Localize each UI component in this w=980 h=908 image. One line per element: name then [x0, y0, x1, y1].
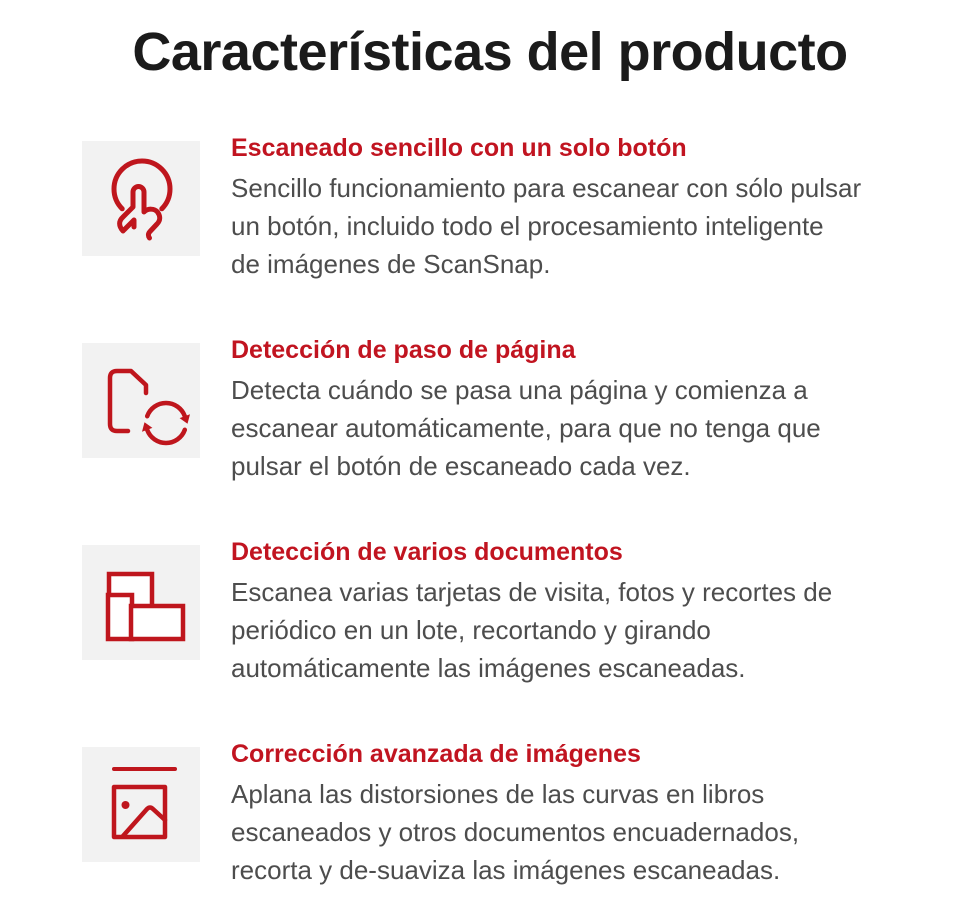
feature-description-line: Aplana las distorsiones de las curvas en libros [231, 779, 765, 809]
feature-heading: Detección de varios documentos [231, 538, 623, 566]
feature-description-line: Escanea varias tarjetas de visita, fotos y recortes de [231, 577, 833, 607]
feature-description-line: automáticamente las imágenes escaneadas. [231, 653, 746, 683]
feature-text-block [231, 537, 832, 687]
icon-box [82, 141, 200, 256]
multi-document-detection-icon [82, 545, 200, 660]
icon-box [82, 343, 200, 458]
feature-description-line: recorta y de-suaviza las imágenes escaneadas. [231, 855, 781, 885]
feature-item-image-correction [0, 739, 980, 889]
feature-description-line: escaneados y otros documentos encuadernados, [231, 817, 800, 847]
feature-heading: Corrección avanzada de imágenes [231, 740, 641, 768]
icon-box [82, 545, 200, 660]
feature-heading: Escaneado sencillo con un solo botón [231, 134, 687, 162]
feature-description-line: pulsar el botón de escaneado cada vez. [231, 451, 691, 481]
feature-description-line: Detecta cuándo se pasa una página y comienza a [231, 375, 808, 405]
feature-text-block [231, 739, 799, 889]
feature-item-multi-document [0, 537, 980, 687]
feature-description-line: escanear automáticamente, para que no tenga que [231, 413, 821, 443]
page-title: Características del producto [132, 22, 848, 82]
image-correction-icon [82, 747, 200, 862]
feature-text-block [231, 335, 821, 485]
feature-list [0, 133, 980, 889]
feature-description-line: de imágenes de ScanSnap. [231, 249, 551, 279]
feature-text-block [231, 133, 861, 283]
icon-box [82, 747, 200, 862]
feature-item-one-touch [0, 133, 980, 283]
feature-heading: Detección de paso de página [231, 336, 576, 364]
feature-description-line: periódico en un lote, recortando y girando [231, 615, 711, 645]
feature-description-line: Sencillo funcionamiento para escanear con sólo pulsar [231, 173, 862, 203]
page-turn-detection-icon [82, 343, 200, 458]
one-touch-scan-icon [82, 141, 200, 256]
feature-description-line: un botón, incluido todo el procesamiento inteligente [231, 211, 824, 241]
feature-item-page-turn [0, 335, 980, 485]
